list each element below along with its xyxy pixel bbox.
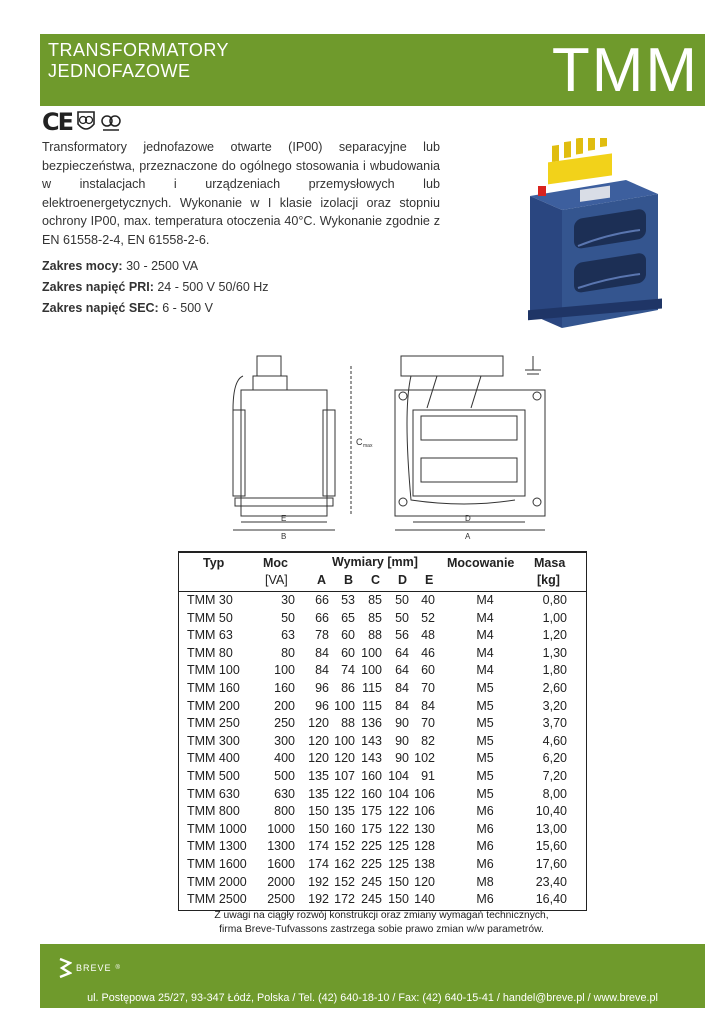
cell-b: 172 [334, 892, 355, 907]
cell-c: 143 [361, 733, 382, 748]
table-row [179, 715, 586, 733]
header-masa: Masa [534, 556, 566, 570]
cell-moc: 1600 [267, 856, 295, 871]
cell-a: 150 [308, 821, 329, 836]
header-typ: Typ [203, 556, 225, 570]
cell-masa: 7,20 [542, 768, 567, 783]
cell-d: 122 [388, 821, 409, 836]
header-masa-unit: [kg] [537, 573, 560, 587]
cell-b: 152 [334, 839, 355, 854]
cell-a: 192 [308, 874, 329, 889]
cell-typ: TMM 100 [187, 663, 240, 678]
cell-typ: TMM 800 [187, 804, 240, 819]
cell-c: 175 [361, 804, 382, 819]
cell-e: 48 [421, 628, 435, 643]
cell-typ: TMM 1000 [187, 821, 247, 836]
cell-moc: 1300 [267, 839, 295, 854]
header-b: B [344, 573, 354, 587]
cell-a: 96 [315, 680, 329, 695]
cell-typ: TMM 300 [187, 733, 240, 748]
table-row [179, 856, 586, 874]
cell-b: 152 [334, 874, 355, 889]
cell-c: 245 [361, 874, 382, 889]
cell-c: 225 [361, 856, 382, 871]
cell-masa: 2,60 [542, 680, 567, 695]
cell-a: 135 [308, 768, 329, 783]
cell-d: 104 [388, 786, 409, 801]
certification-marks [42, 108, 122, 136]
cell-a: 66 [315, 610, 329, 625]
cell-b: 120 [334, 751, 355, 766]
cell-e: 70 [421, 716, 435, 731]
header-wymiary: Wymiary [mm] [332, 555, 418, 569]
cell-moc: 400 [274, 751, 295, 766]
cell-b: 100 [334, 698, 355, 713]
cell-c: 160 [361, 768, 382, 783]
cell-d: 84 [395, 698, 409, 713]
cell-c: 88 [368, 628, 382, 643]
cell-typ: TMM 2000 [187, 874, 247, 889]
cell-mocowanie: M5 [476, 768, 494, 783]
title-line-2: JEDNOFAZOWE [48, 61, 191, 81]
cell-mocowanie: M5 [476, 680, 494, 695]
header-d: D [398, 573, 408, 587]
model-name: TMM [551, 36, 699, 105]
cell-moc: 630 [274, 786, 295, 801]
cell-typ: TMM 80 [187, 645, 233, 660]
cell-typ: TMM 200 [187, 698, 240, 713]
cell-c: 115 [362, 680, 382, 695]
cell-typ: TMM 630 [187, 786, 240, 801]
cell-d: 84 [395, 680, 409, 695]
cell-d: 50 [395, 610, 409, 625]
cell-masa: 13,00 [535, 821, 567, 836]
cell-d: 64 [395, 663, 409, 678]
cell-b: 74 [341, 663, 355, 678]
cell-e: 91 [421, 768, 435, 783]
breve-logo-icon [58, 957, 72, 979]
table-row [179, 680, 586, 698]
dim-e-label: E [281, 514, 287, 523]
cell-moc: 500 [274, 768, 295, 783]
cell-e: 84 [421, 698, 435, 713]
table-row [179, 610, 586, 628]
cell-e: 82 [421, 733, 435, 748]
dim-b-label: B [281, 532, 287, 540]
cell-mocowanie: M5 [476, 733, 494, 748]
dim-a-label: A [465, 532, 471, 540]
cell-mocowanie: M6 [476, 804, 494, 819]
cell-moc: 100 [274, 663, 295, 678]
header-mocowanie: Mocowanie [447, 556, 515, 570]
cell-c: 143 [361, 751, 382, 766]
spec-power: Zakres mocy: 30 - 2500 VA [42, 259, 199, 273]
cell-masa: 16,40 [535, 892, 567, 907]
cell-e: 128 [414, 839, 435, 854]
cell-c: 115 [362, 698, 382, 713]
cell-typ: TMM 50 [187, 610, 233, 625]
cell-a: 120 [308, 751, 329, 766]
header-a: A [317, 573, 327, 587]
cell-e: 52 [421, 610, 435, 625]
ce-mark: CE [42, 108, 73, 136]
cell-e: 46 [421, 645, 435, 660]
cell-a: 150 [308, 804, 329, 819]
cell-a: 84 [315, 663, 329, 678]
cell-moc: 200 [274, 698, 295, 713]
cell-e: 130 [414, 821, 435, 836]
cell-mocowanie: M4 [476, 610, 494, 625]
cell-mocowanie: M4 [476, 663, 494, 678]
cell-masa: 23,40 [535, 874, 567, 889]
cell-e: 120 [414, 874, 435, 889]
cell-masa: 4,60 [542, 733, 567, 748]
intro-paragraph: Transformatory jednofazowe otwarte (IP00) separacyjne lub bezpieczeństwa, przeznaczone do ogólnego stosowania i wbudowania w instalacjach i urządzeniach przemysłowych lub elektroenergetycznych. Wykonanie w I klasie izolacji oraz stopniu ochrony IP00, max. temperatura otoczenia 40°C. Wykonanie zgodnie z EN 61558-2-4, EN 61558-2-6. [42, 140, 440, 247]
cell-mocowanie: M5 [476, 786, 494, 801]
title-line-1: TRANSFORMATORY [48, 40, 230, 60]
logo-registered-mark: ® [115, 965, 120, 971]
cell-mocowanie: M5 [476, 698, 494, 713]
cell-d: 90 [395, 751, 409, 766]
cell-typ: TMM 2500 [187, 892, 247, 907]
table-row [179, 627, 586, 645]
cell-a: 174 [308, 839, 329, 854]
cell-moc: 30 [281, 593, 295, 607]
cell-typ: TMM 500 [187, 768, 240, 783]
cell-d: 104 [388, 768, 409, 783]
table-row [179, 645, 586, 663]
cell-b: 100 [334, 733, 355, 748]
cell-mocowanie: M5 [476, 716, 494, 731]
cell-masa: 10,40 [535, 804, 567, 819]
cell-d: 56 [395, 628, 409, 643]
cell-c: 85 [368, 593, 382, 607]
header-e: E [425, 573, 434, 587]
cell-b: 60 [341, 628, 355, 643]
cell-a: 120 [308, 716, 329, 731]
dim-c-label: C [356, 437, 363, 447]
dim-c-sub: max [363, 443, 373, 449]
cell-masa: 1,20 [542, 628, 567, 643]
table-row [179, 592, 586, 610]
table-row [179, 750, 586, 768]
cell-typ: TMM 250 [187, 716, 240, 731]
cell-typ: TMM 160 [187, 680, 240, 695]
cell-d: 122 [388, 804, 409, 819]
cell-c: 85 [368, 610, 382, 625]
header-c: C [371, 573, 381, 587]
cell-masa: 3,70 [542, 716, 567, 731]
cell-typ: TMM 1600 [187, 856, 247, 871]
cell-a: 66 [315, 593, 329, 607]
cell-b: 65 [341, 610, 355, 625]
cell-c: 100 [361, 663, 382, 678]
safety-transformer-icon [75, 110, 97, 134]
cell-b: 86 [341, 680, 355, 695]
dim-d-label: D [465, 514, 471, 523]
cell-mocowanie: M6 [476, 856, 494, 871]
cell-moc: 800 [274, 804, 295, 819]
cell-c: 160 [361, 786, 382, 801]
cell-masa: 0,80 [542, 593, 567, 607]
note-line-1: Z uwagi na ciągły rozwój konstrukcji oraz zmiany wymagań technicznych, [214, 910, 549, 921]
table-row [179, 662, 586, 680]
cell-mocowanie: M6 [476, 892, 494, 907]
cell-b: 60 [341, 645, 355, 660]
cell-mocowanie: M4 [476, 593, 494, 607]
cell-a: 120 [308, 733, 329, 748]
cell-e: 40 [421, 593, 435, 607]
cell-moc: 2500 [267, 892, 295, 907]
cell-e: 140 [414, 892, 435, 907]
cell-typ: TMM 63 [187, 628, 233, 643]
cell-masa: 17,60 [535, 856, 567, 871]
cell-d: 64 [395, 645, 409, 660]
cell-b: 135 [334, 804, 355, 819]
disclaimer-note [178, 909, 585, 937]
cell-d: 50 [395, 593, 409, 607]
cell-masa: 8,00 [542, 786, 567, 801]
cell-mocowanie: M6 [476, 839, 494, 854]
cell-typ: TMM 1300 [187, 839, 247, 854]
cell-b: 107 [334, 768, 355, 783]
isolating-transformer-icon [100, 110, 122, 134]
footer-contact: ul. Postępowa 25/27, 93-347 Łódź, Polska / Tel. (42) 640-18-10 / Fax: (42) 640-15-41 / handel@breve.pl / www.breve.pl [87, 992, 658, 1004]
cell-b: 88 [341, 716, 355, 731]
cell-moc: 63 [281, 628, 295, 643]
cell-typ: TMM 30 [187, 593, 233, 607]
table-header [179, 553, 586, 591]
cell-b: 53 [341, 593, 355, 607]
cell-d: 150 [388, 874, 409, 889]
logo-text: BREVE [76, 963, 112, 973]
table-row [179, 838, 586, 856]
cell-masa: 1,00 [542, 610, 567, 625]
cell-mocowanie: M8 [476, 874, 494, 889]
cell-b: 162 [334, 856, 355, 871]
cell-d: 125 [388, 856, 409, 871]
cell-typ: TMM 400 [187, 751, 240, 766]
table-row [179, 786, 586, 804]
transformer-photo [508, 138, 668, 338]
cell-e: 138 [414, 856, 435, 871]
cell-moc: 50 [281, 610, 295, 625]
cell-c: 136 [361, 716, 382, 731]
cell-a: 135 [308, 786, 329, 801]
cell-masa: 3,20 [542, 698, 567, 713]
cell-c: 100 [361, 645, 382, 660]
table-body [179, 592, 586, 909]
cell-b: 160 [334, 821, 355, 836]
cell-d: 90 [395, 733, 409, 748]
cell-a: 96 [315, 698, 329, 713]
cell-masa: 1,80 [542, 663, 567, 678]
table-row [179, 891, 586, 909]
spec-table [178, 551, 587, 911]
dimension-drawings [215, 350, 555, 540]
cell-a: 78 [315, 628, 329, 643]
cell-mocowanie: M4 [476, 628, 494, 643]
note-line-2: firma Breve-Tufvassons zastrzega sobie prawo zmian w/w parametrów. [219, 924, 544, 935]
cell-mocowanie: M5 [476, 751, 494, 766]
spec-secondary-voltage: Zakres napięć SEC: 6 - 500 V [42, 301, 213, 315]
page-title [48, 40, 229, 82]
cell-moc: 80 [281, 645, 295, 660]
table-row [179, 698, 586, 716]
cell-a: 192 [308, 892, 329, 907]
table-row [179, 768, 586, 786]
header-moc-unit: [VA] [265, 573, 288, 587]
cell-e: 106 [414, 786, 435, 801]
cell-b: 122 [334, 786, 355, 801]
cell-e: 106 [414, 804, 435, 819]
footer-logo [58, 957, 120, 979]
table-row [179, 874, 586, 892]
cell-e: 70 [421, 680, 435, 695]
table-row [179, 733, 586, 751]
cell-d: 90 [395, 716, 409, 731]
cell-moc: 300 [274, 733, 295, 748]
cell-masa: 15,60 [535, 839, 567, 854]
spec-primary-voltage: Zakres napięć PRI: 24 - 500 V 50/60 Hz [42, 280, 269, 294]
cell-masa: 6,20 [542, 751, 567, 766]
table-row [179, 803, 586, 821]
cell-moc: 250 [274, 716, 295, 731]
cell-d: 150 [388, 892, 409, 907]
cell-a: 174 [308, 856, 329, 871]
cell-mocowanie: M4 [476, 645, 494, 660]
cell-moc: 1000 [267, 821, 295, 836]
cell-c: 245 [361, 892, 382, 907]
cell-e: 102 [414, 751, 435, 766]
cell-d: 125 [388, 839, 409, 854]
cell-c: 175 [361, 821, 382, 836]
cell-c: 225 [361, 839, 382, 854]
table-row [179, 821, 586, 839]
cell-moc: 2000 [267, 874, 295, 889]
cell-masa: 1,30 [542, 645, 567, 660]
cell-a: 84 [315, 645, 329, 660]
cell-mocowanie: M6 [476, 821, 494, 836]
cell-moc: 160 [274, 680, 295, 695]
specs-list [42, 256, 269, 319]
cell-e: 60 [421, 663, 435, 678]
header-moc: Moc [263, 556, 288, 570]
